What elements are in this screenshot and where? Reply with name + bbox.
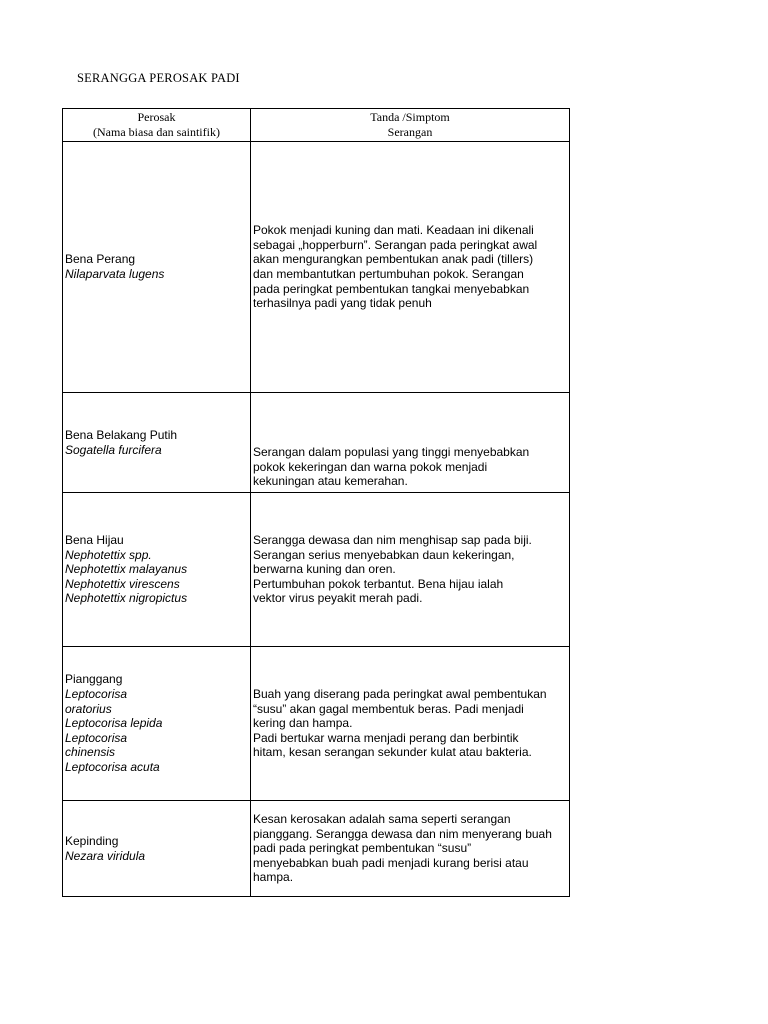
scientific-name: Nephotettix nigropictus — [65, 591, 188, 606]
symptom-line: dan membantutkan pertumbuhan pokok. Serangan — [253, 267, 524, 281]
scientific-name: Leptocorisa — [65, 687, 128, 702]
symptom-line: hampa. — [253, 870, 294, 885]
common-name: Pianggang — [65, 672, 123, 687]
symptom-line: kering dan hampa. — [253, 716, 353, 731]
pest-name-cell — [63, 647, 251, 801]
scientific-name: Leptocorisa — [65, 730, 128, 745]
header-symptom-line1: Tanda /Simptom — [370, 110, 450, 125]
common-name: Kepinding — [65, 833, 119, 848]
scientific-name: Nephotettix malayanus — [65, 562, 188, 577]
symptom-line: sebagai „hopperburn‟. Serangan pada peringkat awal — [253, 237, 538, 252]
header-symptom — [251, 109, 570, 142]
pest-name-cell — [63, 393, 251, 493]
pest-name-cell — [63, 142, 251, 393]
symptom-line: “susu” akan gagal membentuk beras. Padi menjadi — [253, 701, 524, 716]
pest-table — [62, 108, 570, 897]
symptom-cell — [251, 393, 570, 493]
scientific-name: Sogatella furcifera — [65, 442, 162, 457]
symptom-line: pianggang. Serangga dewasa dan nim menyerang buah — [253, 826, 552, 841]
symptom-line: kekuningan atau kemerahan. — [253, 474, 408, 489]
pest-name-cell — [63, 801, 251, 897]
symptom-line: berwarna kuning dan oren. — [253, 562, 396, 577]
symptom-cell — [251, 647, 570, 801]
scientific-name: Nephotettix spp. — [65, 547, 152, 562]
table-row — [63, 493, 570, 647]
symptom-line: pokok kekeringan dan warna pokok menjadi — [253, 459, 488, 474]
common-name: Bena Hijau — [65, 533, 124, 548]
pest-name-cell — [63, 493, 251, 647]
scientific-name: Leptocorisa lepida — [65, 716, 163, 731]
table-row — [63, 142, 570, 393]
header-pest — [63, 109, 251, 142]
symptom-line: Padi bertukar warna menjadi perang dan berbintik — [253, 730, 519, 745]
common-name: Bena Belakang Putih — [65, 427, 178, 442]
header-pest-line1: Perosak — [137, 110, 176, 125]
symptom-line: vektor virus peyakit merah padi. — [253, 591, 423, 606]
symptom-cell — [251, 493, 570, 647]
symptom-line: Pokok menjadi kuning dan mati. Keadaan ini dikenali — [253, 223, 534, 238]
symptom-line: Serangan serius menyebabkan daun kekeringan, — [253, 547, 515, 562]
symptom-line: padi pada peringkat pembentukan “susu” — [253, 841, 472, 856]
scientific-name: Nilaparvata lugens — [65, 267, 165, 281]
symptom-line: Serangga dewasa dan nim menghisap sap pada biji. — [253, 533, 532, 548]
common-name: Bena Perang — [65, 252, 136, 267]
header-symptom-line2: Serangan — [387, 125, 433, 139]
symptom-cell — [251, 142, 570, 393]
table-header-row — [63, 109, 570, 142]
table-row — [63, 801, 570, 897]
table-row — [63, 393, 570, 493]
scientific-name: chinensis — [65, 745, 116, 760]
table-row — [63, 647, 570, 801]
symptom-line: Serangan dalam populasi yang tinggi menyebabkan — [253, 445, 530, 460]
header-pest-line2: (Nama biasa dan saintifik) — [93, 125, 220, 139]
symptom-line: hitam, kesan serangan sekunder kulat atau bakteria. — [253, 745, 532, 760]
symptom-line: menyebabkan buah padi menjadi kurang berisi atau — [253, 855, 529, 870]
page-title: SERANGGA PEROSAK PADI — [77, 71, 240, 85]
symptom-line: Kesan kerosakan adalah sama seperti serangan — [253, 812, 511, 827]
scientific-name: oratorius — [65, 701, 112, 716]
symptom-cell — [251, 801, 570, 897]
symptom-line: akan mengurangkan pembentukan anak padi (tillers) — [253, 252, 534, 267]
scientific-name: Leptocorisa acuta — [65, 759, 160, 774]
symptom-line: Pertumbuhan pokok terbantut. Bena hijau ialah — [253, 576, 504, 591]
symptom-line: Buah yang diserang pada peringkat awal pembentukan — [253, 687, 547, 702]
symptom-line: pada peringkat pembentukan tangkai menyebabkan — [253, 281, 530, 296]
scientific-name: Nezara viridula — [65, 848, 146, 863]
symptom-line: terhasilnya padi yang tidak penuh — [253, 296, 432, 311]
scientific-name: Nephotettix virescens — [65, 576, 180, 591]
